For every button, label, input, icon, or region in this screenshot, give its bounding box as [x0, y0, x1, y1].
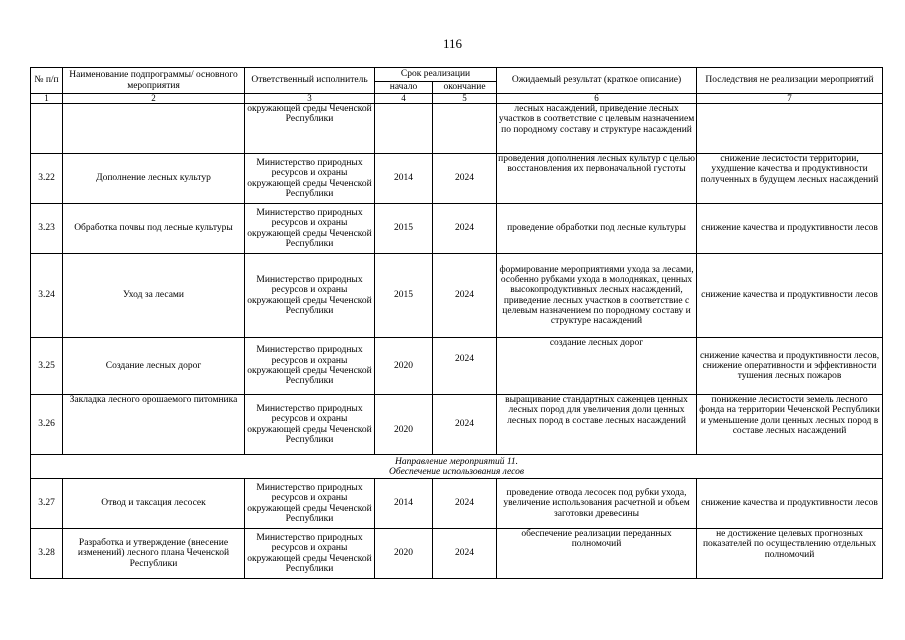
row-result: проведения дополнения лесных культур с целью восстановления их первоначальной густоты — [497, 154, 697, 204]
row-start: 2015 — [375, 204, 433, 254]
row-result: создание лесных дорог — [497, 338, 697, 395]
section-heading — [31, 455, 883, 479]
header-name: Наименование подпрограммы/ основного мероприятия — [63, 68, 245, 94]
row-responsible: Министерство природных ресурсов и охраны окружающей среды Чеченской Республики — [245, 479, 375, 529]
row-consequences: снижение качества и продуктивности лесов — [697, 204, 883, 254]
header-period: Срок реализации — [375, 68, 497, 82]
table-row — [31, 529, 883, 579]
row-name: Уход за лесами — [63, 254, 245, 338]
row-result: формирование мероприятиями ухода за лесами, особенно рубками ухода в молодняках, ценных высокопродуктивных лесных насаждений, приведение лесных участков в соответствие с целевым назначением по породному составу и структуре насаждений — [497, 254, 697, 338]
section-title: Направление мероприятий 11. — [395, 456, 518, 467]
row-responsible: Министерство природных ресурсов и охраны окружающей среды Чеченской Республики — [245, 254, 375, 338]
row-start: 2014 — [375, 154, 433, 204]
header-start: начало — [375, 82, 433, 94]
row-start: 2020 — [375, 529, 433, 579]
column-numbers-row — [31, 94, 883, 104]
row-name: Создание лесных дорог — [63, 338, 245, 395]
continuation-row — [31, 104, 883, 154]
row-name: Разработка и утверждение (внесение изменений) лесного плана Чеченской Республики — [63, 529, 245, 579]
table-row — [31, 154, 883, 204]
row-consequences: не достижение целевых прогнозных показателей по осуществлению отдельных полномочий — [697, 529, 883, 579]
continuation-responsible: окружающей среды Чеченской Республики — [245, 104, 375, 154]
row-end: 2024 — [433, 204, 497, 254]
section-row — [31, 455, 883, 479]
row-result: проведение обработки под лесные культуры — [497, 204, 697, 254]
header-consequences: Последствия не реализации мероприятий — [697, 68, 883, 94]
row-name: Закладка лесного орошаемого питомника — [63, 395, 245, 455]
section-subtitle: Обеспечение использования лесов — [389, 466, 525, 477]
table-row — [31, 395, 883, 455]
row-consequences: снижение качества и продуктивности лесов, снижение оперативности и эффективности тушения лесных пожаров — [697, 338, 883, 395]
header-num: № п/п — [31, 68, 63, 94]
row-num: 3.28 — [31, 529, 63, 579]
header-responsible: Ответственный исполнитель — [245, 68, 375, 94]
column-number: 2 — [63, 94, 245, 104]
row-result: выращивание стандартных саженцев ценных лесных пород для увеличения доли ценных лесных пород в составе лесных насаждений — [497, 395, 697, 455]
row-name: Дополнение лесных культур — [63, 154, 245, 204]
row-responsible: Министерство природных ресурсов и охраны окружающей среды Чеченской Республики — [245, 154, 375, 204]
row-end: 2024 — [433, 338, 497, 395]
row-num: 3.22 — [31, 154, 63, 204]
row-num: 3.24 — [31, 254, 63, 338]
row-num: 3.25 — [31, 338, 63, 395]
row-end: 2024 — [433, 479, 497, 529]
row-start: 2020 — [375, 395, 433, 455]
column-number: 7 — [697, 94, 883, 104]
table-row — [31, 254, 883, 338]
row-end: 2024 — [433, 254, 497, 338]
row-start: 2014 — [375, 479, 433, 529]
column-number: 4 — [375, 94, 433, 104]
row-end: 2024 — [433, 395, 497, 455]
row-end: 2024 — [433, 529, 497, 579]
row-responsible: Министерство природных ресурсов и охраны окружающей среды Чеченской Республики — [245, 529, 375, 579]
row-responsible: Министерство природных ресурсов и охраны окружающей среды Чеченской Республики — [245, 338, 375, 395]
row-consequences: понижение лесистости земель лесного фонда на территории Чеченской Республики и уменьшение доли ценных лесных пород в составе лесных насаждений — [697, 395, 883, 455]
row-num: 3.26 — [31, 395, 63, 455]
row-name: Отвод и таксация лесосек — [63, 479, 245, 529]
row-responsible: Министерство природных ресурсов и охраны окружающей среды Чеченской Республики — [245, 395, 375, 455]
row-name: Обработка почвы под лесные культуры — [63, 204, 245, 254]
table-row — [31, 338, 883, 395]
column-number: 3 — [245, 94, 375, 104]
column-number: 1 — [31, 94, 63, 104]
header-end: окончание — [433, 82, 497, 94]
row-consequences: снижение лесистости территории, ухудшение качества и продуктивности полученных в будущем лесных насаждений — [697, 154, 883, 204]
row-consequences: снижение качества и продуктивности лесов — [697, 254, 883, 338]
row-consequences: снижение качества и продуктивности лесов — [697, 479, 883, 529]
table-row — [31, 204, 883, 254]
row-result: обеспечение реализации переданных полномочий — [497, 529, 697, 579]
row-end: 2024 — [433, 154, 497, 204]
row-responsible: Министерство природных ресурсов и охраны окружающей среды Чеченской Республики — [245, 204, 375, 254]
events-table — [30, 67, 883, 579]
row-start: 2020 — [375, 338, 433, 395]
row-result: проведение отвода лесосек под рубки ухода, увеличение использования расчетной и объем заготовки древесины — [497, 479, 697, 529]
row-num: 3.23 — [31, 204, 63, 254]
row-num: 3.27 — [31, 479, 63, 529]
column-number: 5 — [433, 94, 497, 104]
header-result: Ожидаемый результат (краткое описание) — [497, 68, 697, 94]
continuation-result: лесных насаждений, приведение лесных участков в соответствие с целевым назначением по породному составу и структуре насаждений — [497, 104, 697, 154]
column-number: 6 — [497, 94, 697, 104]
row-start: 2015 — [375, 254, 433, 338]
table-row — [31, 479, 883, 529]
page-number: 116 — [442, 36, 463, 51]
